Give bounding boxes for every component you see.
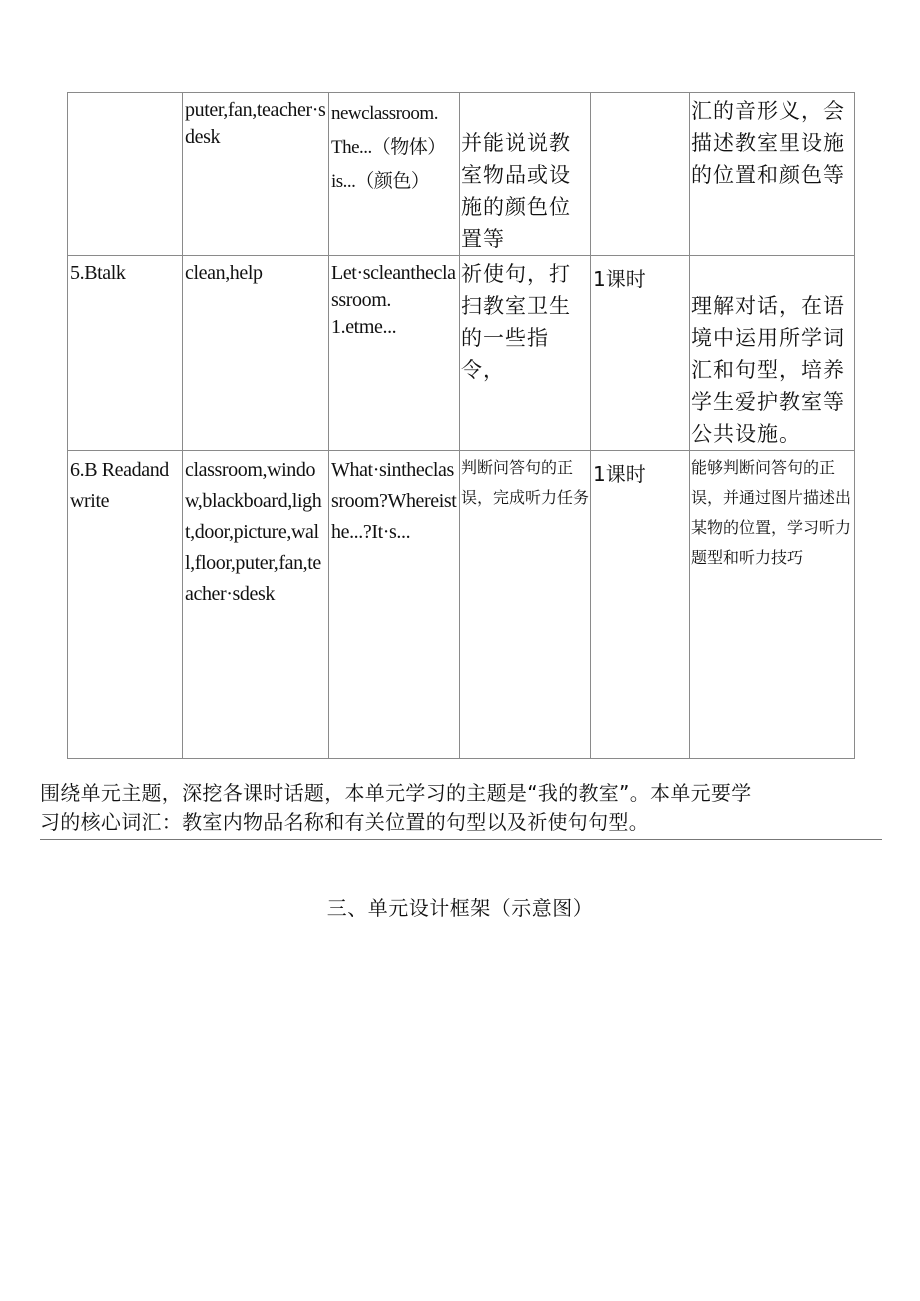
section-heading: 三、单元设计框架（示意图） — [326, 896, 594, 920]
sentences-cell — [329, 256, 460, 451]
sentences-cell — [329, 451, 460, 759]
lesson-cell: 6.B Readandwrite — [68, 451, 183, 759]
lesson-cell: 5.Btalk — [68, 256, 183, 451]
vocabulary-cell: puter,fan,teacher·sdesk — [183, 93, 329, 256]
lesson-cell — [68, 93, 183, 256]
sentence-line: Let·scleantheclassroom. — [331, 262, 456, 311]
sentence-line: newclassroom. — [331, 103, 438, 124]
activity-cell: 判断问答句的正误，完成听力任务 — [460, 451, 591, 759]
sentence-line: What·sintheclassroom?Whereisthe...?It·s... — [331, 459, 457, 543]
hours-cell: 1课时 — [591, 256, 690, 451]
vocabulary-cell: classroom,window,blackboard,light,door,picture,wall,floor,puter,fan,teacher·sdesk — [183, 451, 329, 759]
activity-cell: 祈使句，打扫教室卫生的一些指令， — [460, 256, 591, 451]
sentences-cell — [329, 93, 460, 256]
goal-cell: 理解对话，在语境中运用所学词汇和句型，培养学生爱护教室等公共设施。 — [690, 256, 855, 451]
goal-cell: 汇的音形义，会描述教室里设施的位置和颜色等 — [690, 93, 855, 256]
unit-summary — [40, 779, 882, 840]
vocabulary-cell: clean,help — [183, 256, 329, 451]
activity-cell: 并能说说教室物品或设施的颜色位置等 — [460, 93, 591, 256]
sentence-line: 1.etme... — [331, 316, 397, 338]
hours-cell: 1课时 — [591, 451, 690, 759]
sentence-line: The...（物体） — [331, 137, 446, 158]
summary-line: 习的核心词汇：教室内物品名称和有关位置的句型以及祈使句句型。 — [40, 810, 649, 834]
goal-cell: 能够判断问答句的正误，并通过图片描述出某物的位置，学习听力题型和听力技巧 — [690, 451, 855, 759]
lesson-plan-table — [67, 92, 855, 759]
table-row — [68, 451, 855, 759]
summary-line: 围绕单元主题，深挖各课时话题，本单元学习的主题是“我的教室”。本单元要学 — [40, 781, 752, 805]
table-row — [68, 256, 855, 451]
sentence-line: is...（颜色） — [331, 171, 430, 192]
table-row — [68, 93, 855, 256]
hours-cell — [591, 93, 690, 256]
